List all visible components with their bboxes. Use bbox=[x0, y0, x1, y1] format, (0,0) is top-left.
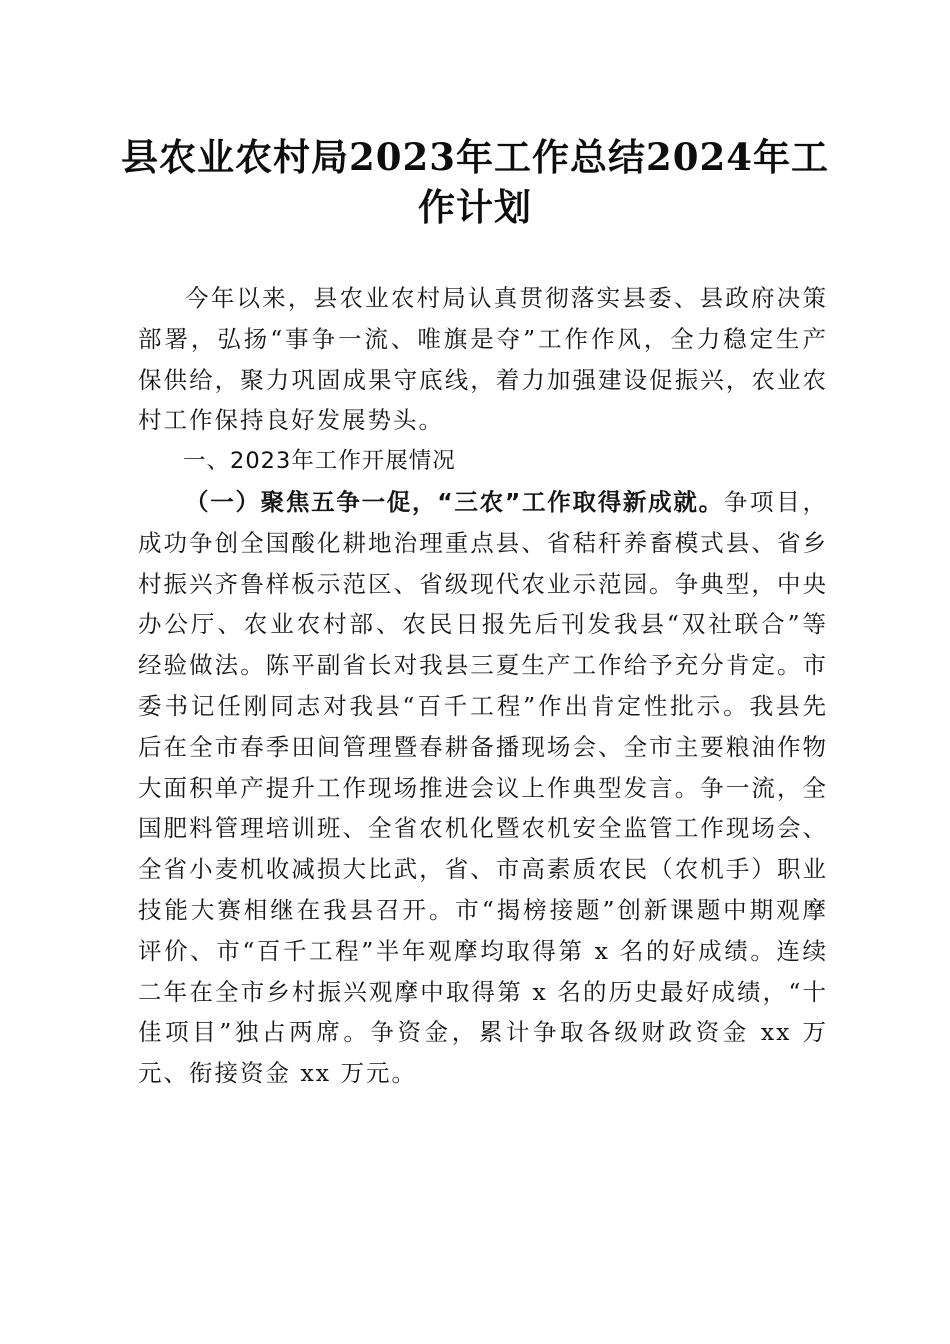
subsection-body-1: 争项目，成功争创全国酸化耕地治理重点县、省秸秆养畜模式县、省乡村振兴齐鲁样板示范区、省级现代农业示范园。争典型，中央办公厅、农业农村部、农民日报先后刊发我县“双社联合”等经验做法。陈平副省长对我县三夏生产工作给予充分肯定。市委书记任刚同志对我县“百千工程”作出肯定性批示。我县先后在全市春季田间管理暨春耕备播现场会、全市主要粮油作物大面积单产提升工作现场推进会议上作典型发言。争一流，全国肥料管理培训班、全省农机化暨农机安全监管工作现场会、全省小麦机收减损大比武，省、市高素质农民（农机手）职业技能大赛相继在我县召开。市“揭榜接题”创新课题中期观摩评价、市“百千工程”半年观摩均取得第 x 名的好成绩。连续二年在全市乡村振兴观摩中取得第 x 名的历史最好成绩，“十佳项目”独占两席。争资金，累计争取各级财政资金 xx 万元、衔接资金 xx 万元。 bbox=[138, 487, 829, 1088]
document-title: 县农业农村局2023年工作总结2024年工作计划 bbox=[121, 135, 829, 229]
section-heading-1: 一、2023年工作开展情况 bbox=[183, 448, 456, 475]
intro-paragraph: 今年以来，县农业农村局认真贯彻落实县委、县政府决策部署，弘扬“事争一流、唯旗是夺”工作作风，全力稳定生产保供给，聚力巩固成果守底线，着力加强建设促振兴，农业农村工作保持良好发展势头。 bbox=[138, 284, 828, 435]
subsection-paragraph-1 bbox=[138, 482, 828, 1094]
subsection-heading-1: （一）聚焦五争一促，“三农”工作取得新成就。 bbox=[185, 487, 724, 516]
document-body bbox=[138, 278, 828, 1094]
